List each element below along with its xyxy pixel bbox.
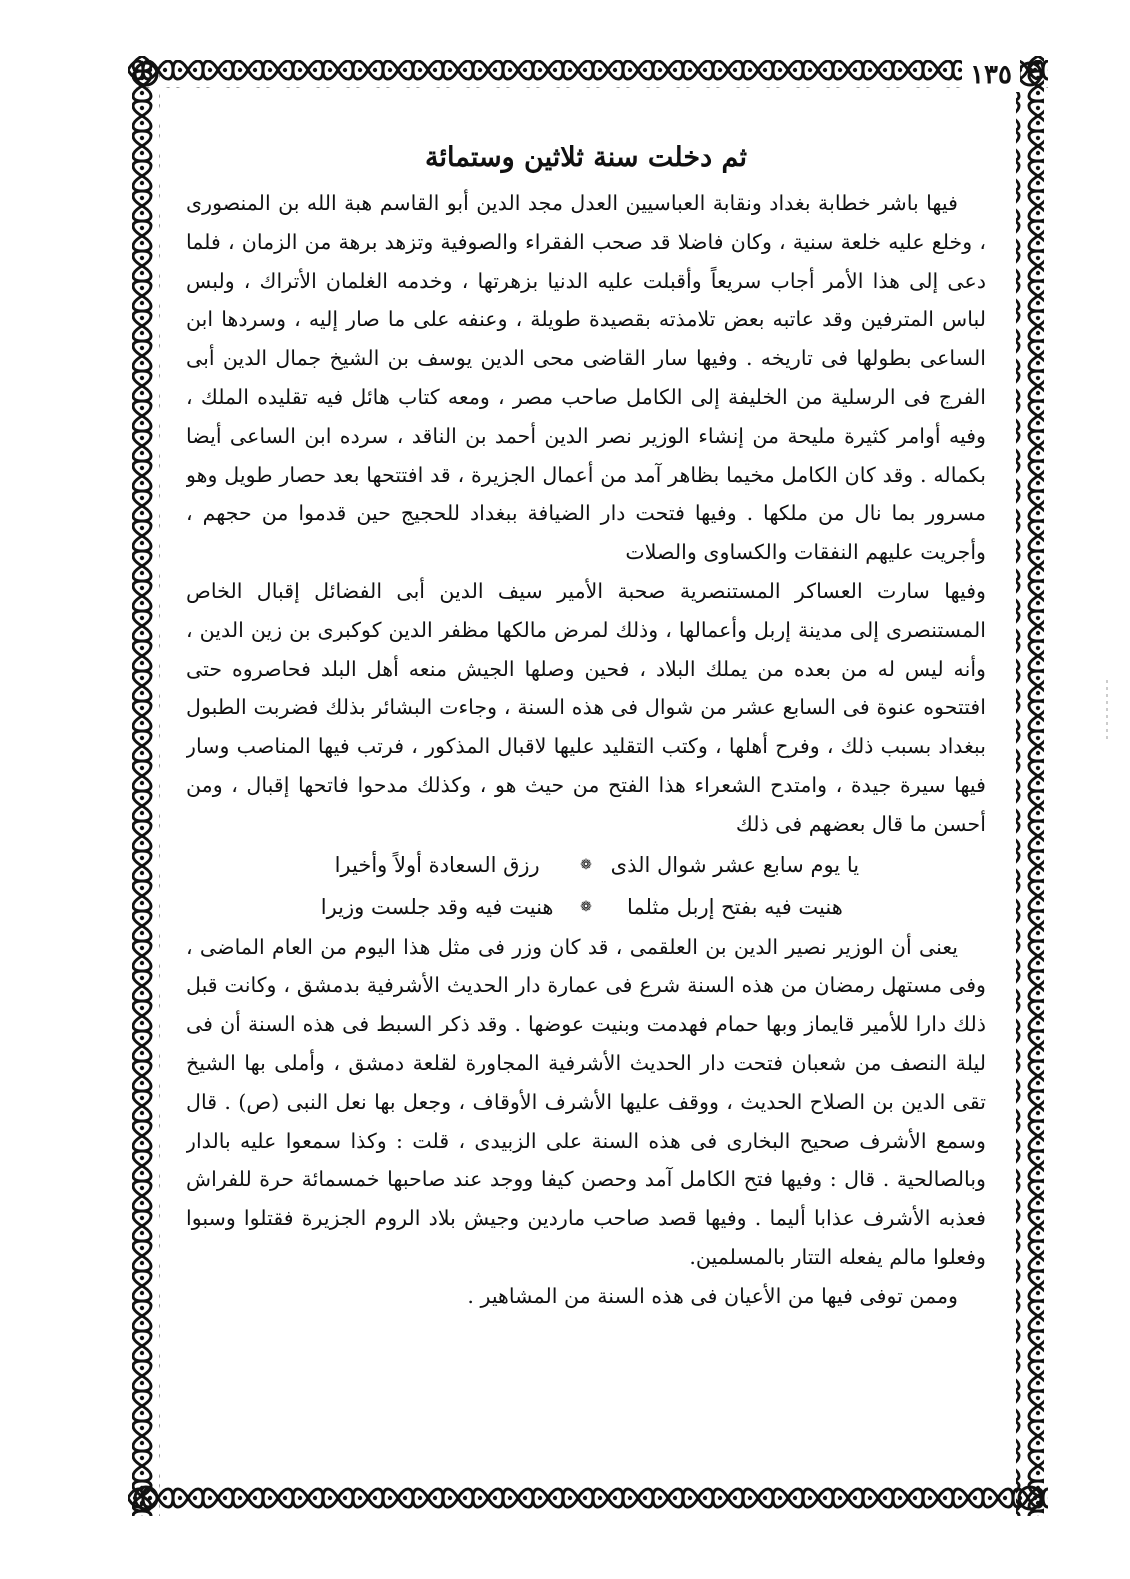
page-number: ١٣٥: [962, 58, 1020, 92]
paragraph-2: وفيها سارت العساكر المستنصرية صحبة الأمير سيف الدين أبى الفضائل إقبال الخاص المستنصرى إلى مدينة إربل وأعمالها ، وذلك لمرض مالكها مظفر الدين كوكبرى بن زين الدين ، وأنه ليس له من بعده من يملك البلاد ، فحين وصلها الجيش منعه أهل البلد فحاصروه حتى افتتحوه عنوة فى السابع عشر من شوال فى هذه السنة ، وجاءت البشائر بذلك فضربت الطبول ببغداد بسبب ذلك ، وفرح أهلها ، وكتب التقليد عليها لاقبال المذكور ، فرتب فيها المناصب وسار فيها سيرة جيدة ، وامتدح الشعراء هذا الفتح من حيث هو ، وكذلك مدحوا فاتحها إقبال ، ومن أحسن ما قال بعضهم فى ذلك: [186, 578, 986, 836]
verse-line-1: [186, 844, 986, 886]
page-body: [186, 138, 986, 1448]
paragraph-3: يعنى أن الوزير نصير الدين بن العلقمى ، قد كان وزر فى مثل هذا اليوم من العام الماضى ، وفى مستهل رمضان من هذه السنة شرع فى عمارة دار الحديث الأشرفية بدمشق ، وكانت قبل ذلك دارا للأمير قايماز وبها حمام فهدمت وبنيت عوضها . وقد ذكر السبط فى هذه السنة أن فى ليلة النصف من شعبان فتحت دار الحديث الأشرفية المجاورة لقلعة دمشق ، وأملى بها الشيخ تقى الدين بن الصلاح الحديث ، ووقف عليها الأشرف الأوقاف ، وجعل بها نعل النبى (ص) . قال وسمع الأشرف صحيح البخارى فى هذه السنة على الزبيدى ، قلت : وكذا سمعوا عليه بالدار وبالصالحية . قال : وفيها فتح الكامل آمد وحصن كيفا ووجد عند صاحبها خمسمائة حرة للفراش فعذبه الأشرف عذابا أليما . وفيها قصد صاحب ماردين وجيش بلاد الروم الجزيرة فقتلوا وسبوا وفعلوا مالم يفعله التتار بالمسلمين.: [186, 934, 986, 1269]
paragraph-1: فيها باشر خطابة بغداد ونقابة العباسيين العدل مجد الدين أبو القاسم هبة الله بن المنصورى ، وخلع عليه خلعة سنية ، وكان فاضلا قد صحب الفقراء والصوفية وتزهد برهة من الزمان ، فلما دعى إلى هذا الأمر أجاب سريعاً وأقبلت عليه الدنيا بزهرتها ، وخدمه الغلمان الأتراك ، ولبس لباس المترفين وقد عاتبه بعض تلامذته بقصيدة طويلة ، وعنفه على ما صار إليه ، وسردها ابن الساعى بطولها فى تاريخه . وفيها سار القاضى محى الدين يوسف بن الشيخ جمال الدين أبى الفرج فى الرسلية من الخليفة إلى الكامل صاحب مصر ، ومعه كتاب هائل فيه تقليده الملك ، وفيه أوامر كثيرة مليحة من إنشاء الوزير نصر الدين أحمد بن الناقد ، سرده ابن الساعى أيضا بكماله . وقد كان الكامل مخيما بظاهر آمد من أعمال الجزيرة ، قد افتتحها بعد حصار طويل وهو مسرور بما نال من ملكها . وفيها فتحت دار الضيافة ببغداد للحجيج حين قدموا من حجهم ، وأجريت عليهم النفقات والكساوى والصلات: [186, 191, 986, 565]
verse-1-first-hemistich: يا يوم سابع عشر شوال الذى: [610, 852, 860, 877]
verse-separator-icon: ❁: [580, 898, 592, 915]
verse-2-first-hemistich: هنيت فيه بفتح إربل مثلما: [626, 894, 843, 919]
verse-separator-icon: ❁: [580, 856, 592, 873]
verse-1-second-hemistich: رزق السعادة أولاً وأخيرا: [334, 852, 540, 877]
paragraph-4: وممن توفى فيها من الأعيان فى هذه السنة من المشاهير .: [467, 1283, 958, 1308]
page-frame: [128, 56, 1048, 1516]
section-heading: ثم دخلت سنة ثلاثين وستمائة: [425, 142, 747, 173]
scan-artifact: [1106, 680, 1108, 740]
verse-line-2: [186, 886, 986, 928]
verse-2-second-hemistich: هنيت فيه وقد جلست وزيرا: [320, 894, 554, 919]
